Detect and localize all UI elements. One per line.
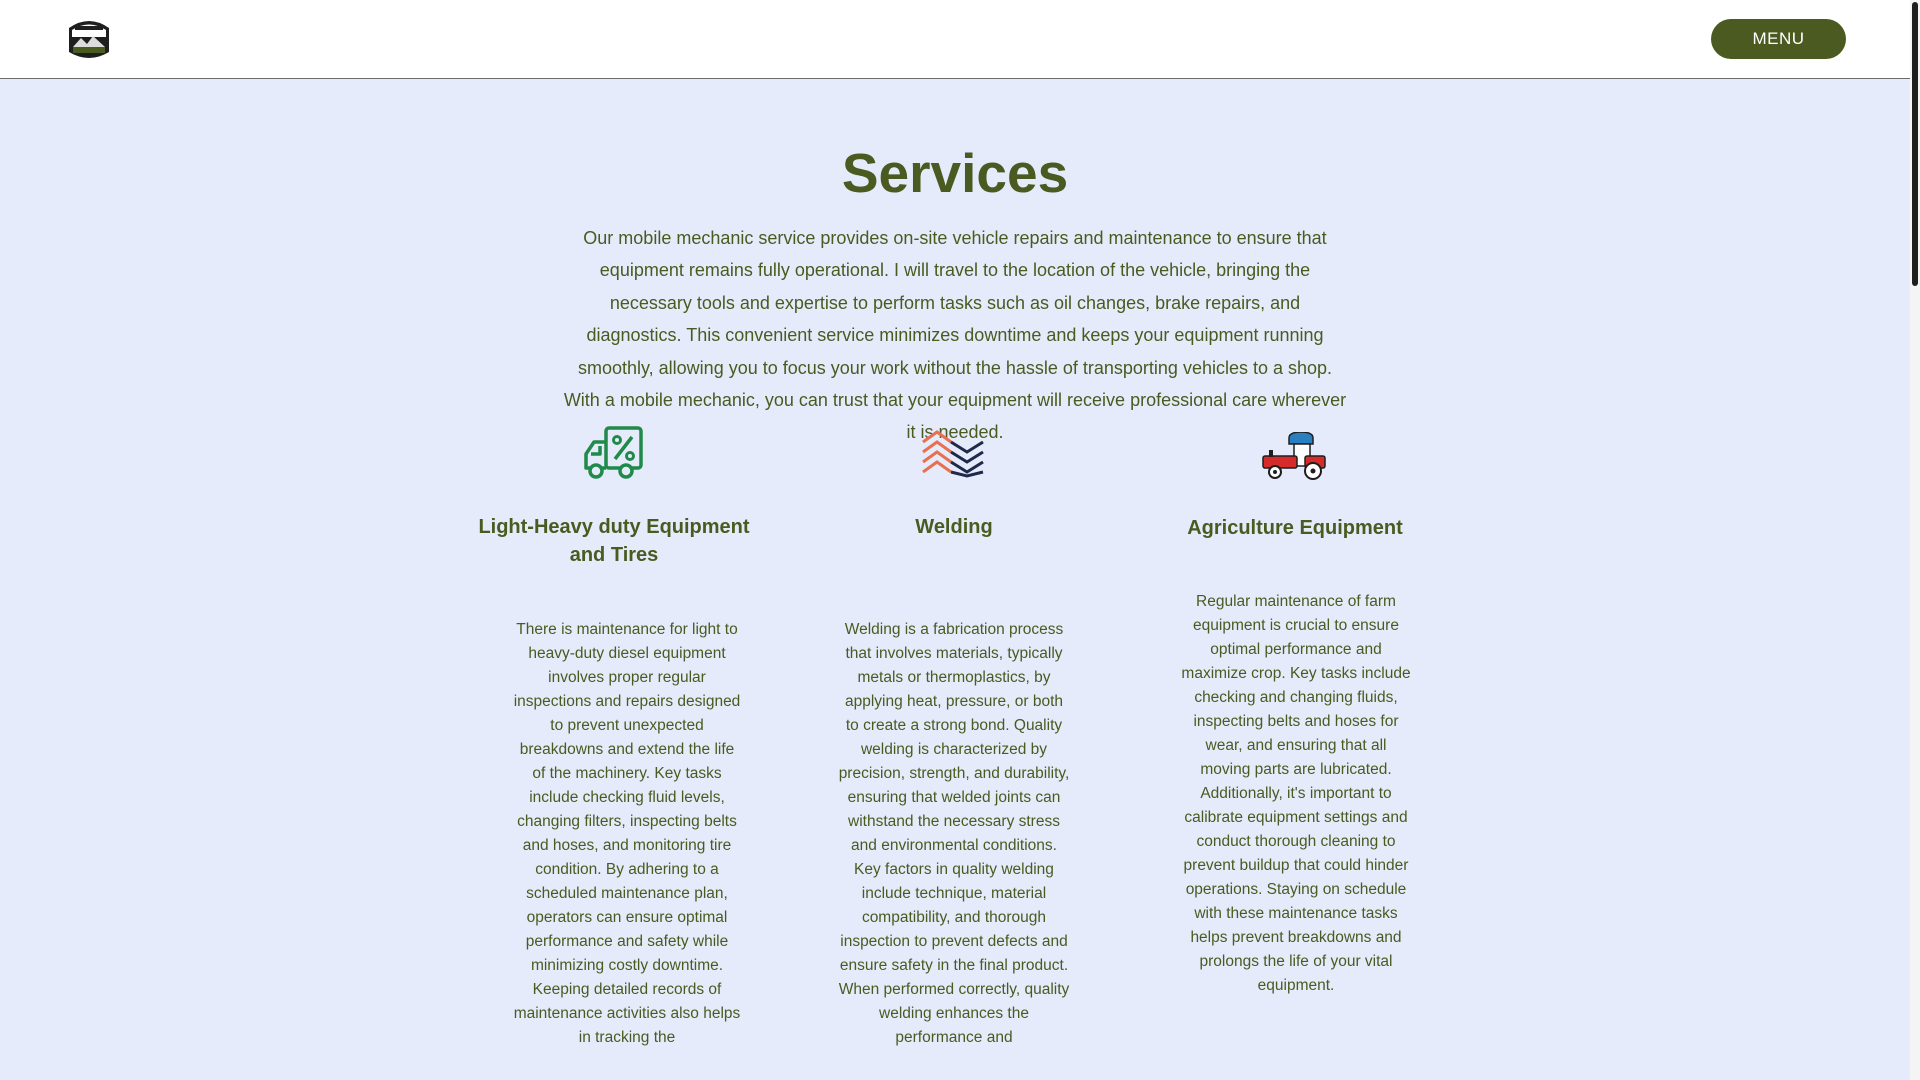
- service-title-welding: Welding: [915, 516, 993, 538]
- site-logo[interactable]: [63, 14, 115, 64]
- service-text-welding: Welding is a fabrication process that involves materials, typically metals or thermoplastics, by applying heat, pressure, or both to create a strong bond. Quality welding is characterized by precision, strength, and durability, ensuring that welded joints can withstand the necessary stress and environmental conditions. Key factors in quality welding include technique, material compatibility, and thorough inspection to prevent defects and ensure safety in the final product. When performed correctly, quality welding enhances the performance and: [838, 621, 1070, 1046]
- menu-button[interactable]: MENU: [1711, 19, 1846, 59]
- chevron-layers-icon: [921, 428, 985, 478]
- site-header: [0, 0, 1910, 79]
- scrollbar-thumb[interactable]: [1912, 2, 1918, 286]
- logo-badge-icon: [63, 14, 115, 64]
- delivery-truck-percent-icon: [582, 425, 644, 481]
- service-text-equipment-tires: There is maintenance for light to heavy-duty diesel equipment involves proper regular inspections and repairs designed to prevent unexpected breakdowns and extend the life of the machinery. Key tasks include checking fluid levels, changing filters, inspecting belts and hoses, and monitoring tire condition. By adhering to a scheduled maintenance plan, operators can ensure optimal performance and safety while minimizing costly downtime. Keeping detailed records of maintenance activities also helps in tracking the: [513, 621, 741, 1046]
- page-title: Services: [841, 142, 1069, 204]
- tractor-icon: [1261, 432, 1329, 480]
- services-intro: Our mobile mechanic service provides on-site vehicle repairs and maintenance to ensure that equipment remains fully operational. I will travel to the location of the vehicle, bringing the necessary tools and expertise to perform tasks such as oil changes, brake repairs, and diagnostics. This convenient service minimizes downtime and keeps your equipment running smoothly, allowing you to focus your work without the hassle of transporting vehicles to a shop. With a mobile mechanic, you can trust that your equipment will receive professional care wherever it is needed.: [563, 228, 1347, 443]
- service-title-equipment-tires: Light-Heavy duty Equipment and Tires: [478, 516, 750, 566]
- service-text-agriculture: Regular maintenance of farm equipment is crucial to ensure optimal performance and maximize crop. Key tasks include checking and changing fluids, inspecting belts and hoses for wear, and ensuring that all moving parts are lubricated. Additionally, it's important to calibrate equipment settings and conduct thorough cleaning to prevent buildup that could hinder operations. Staying on schedule with these maintenance tasks helps prevent breakdowns and prolongs the life of your vital equipment.: [1181, 593, 1411, 994]
- service-title-agriculture: Agriculture Equipment: [1187, 517, 1403, 539]
